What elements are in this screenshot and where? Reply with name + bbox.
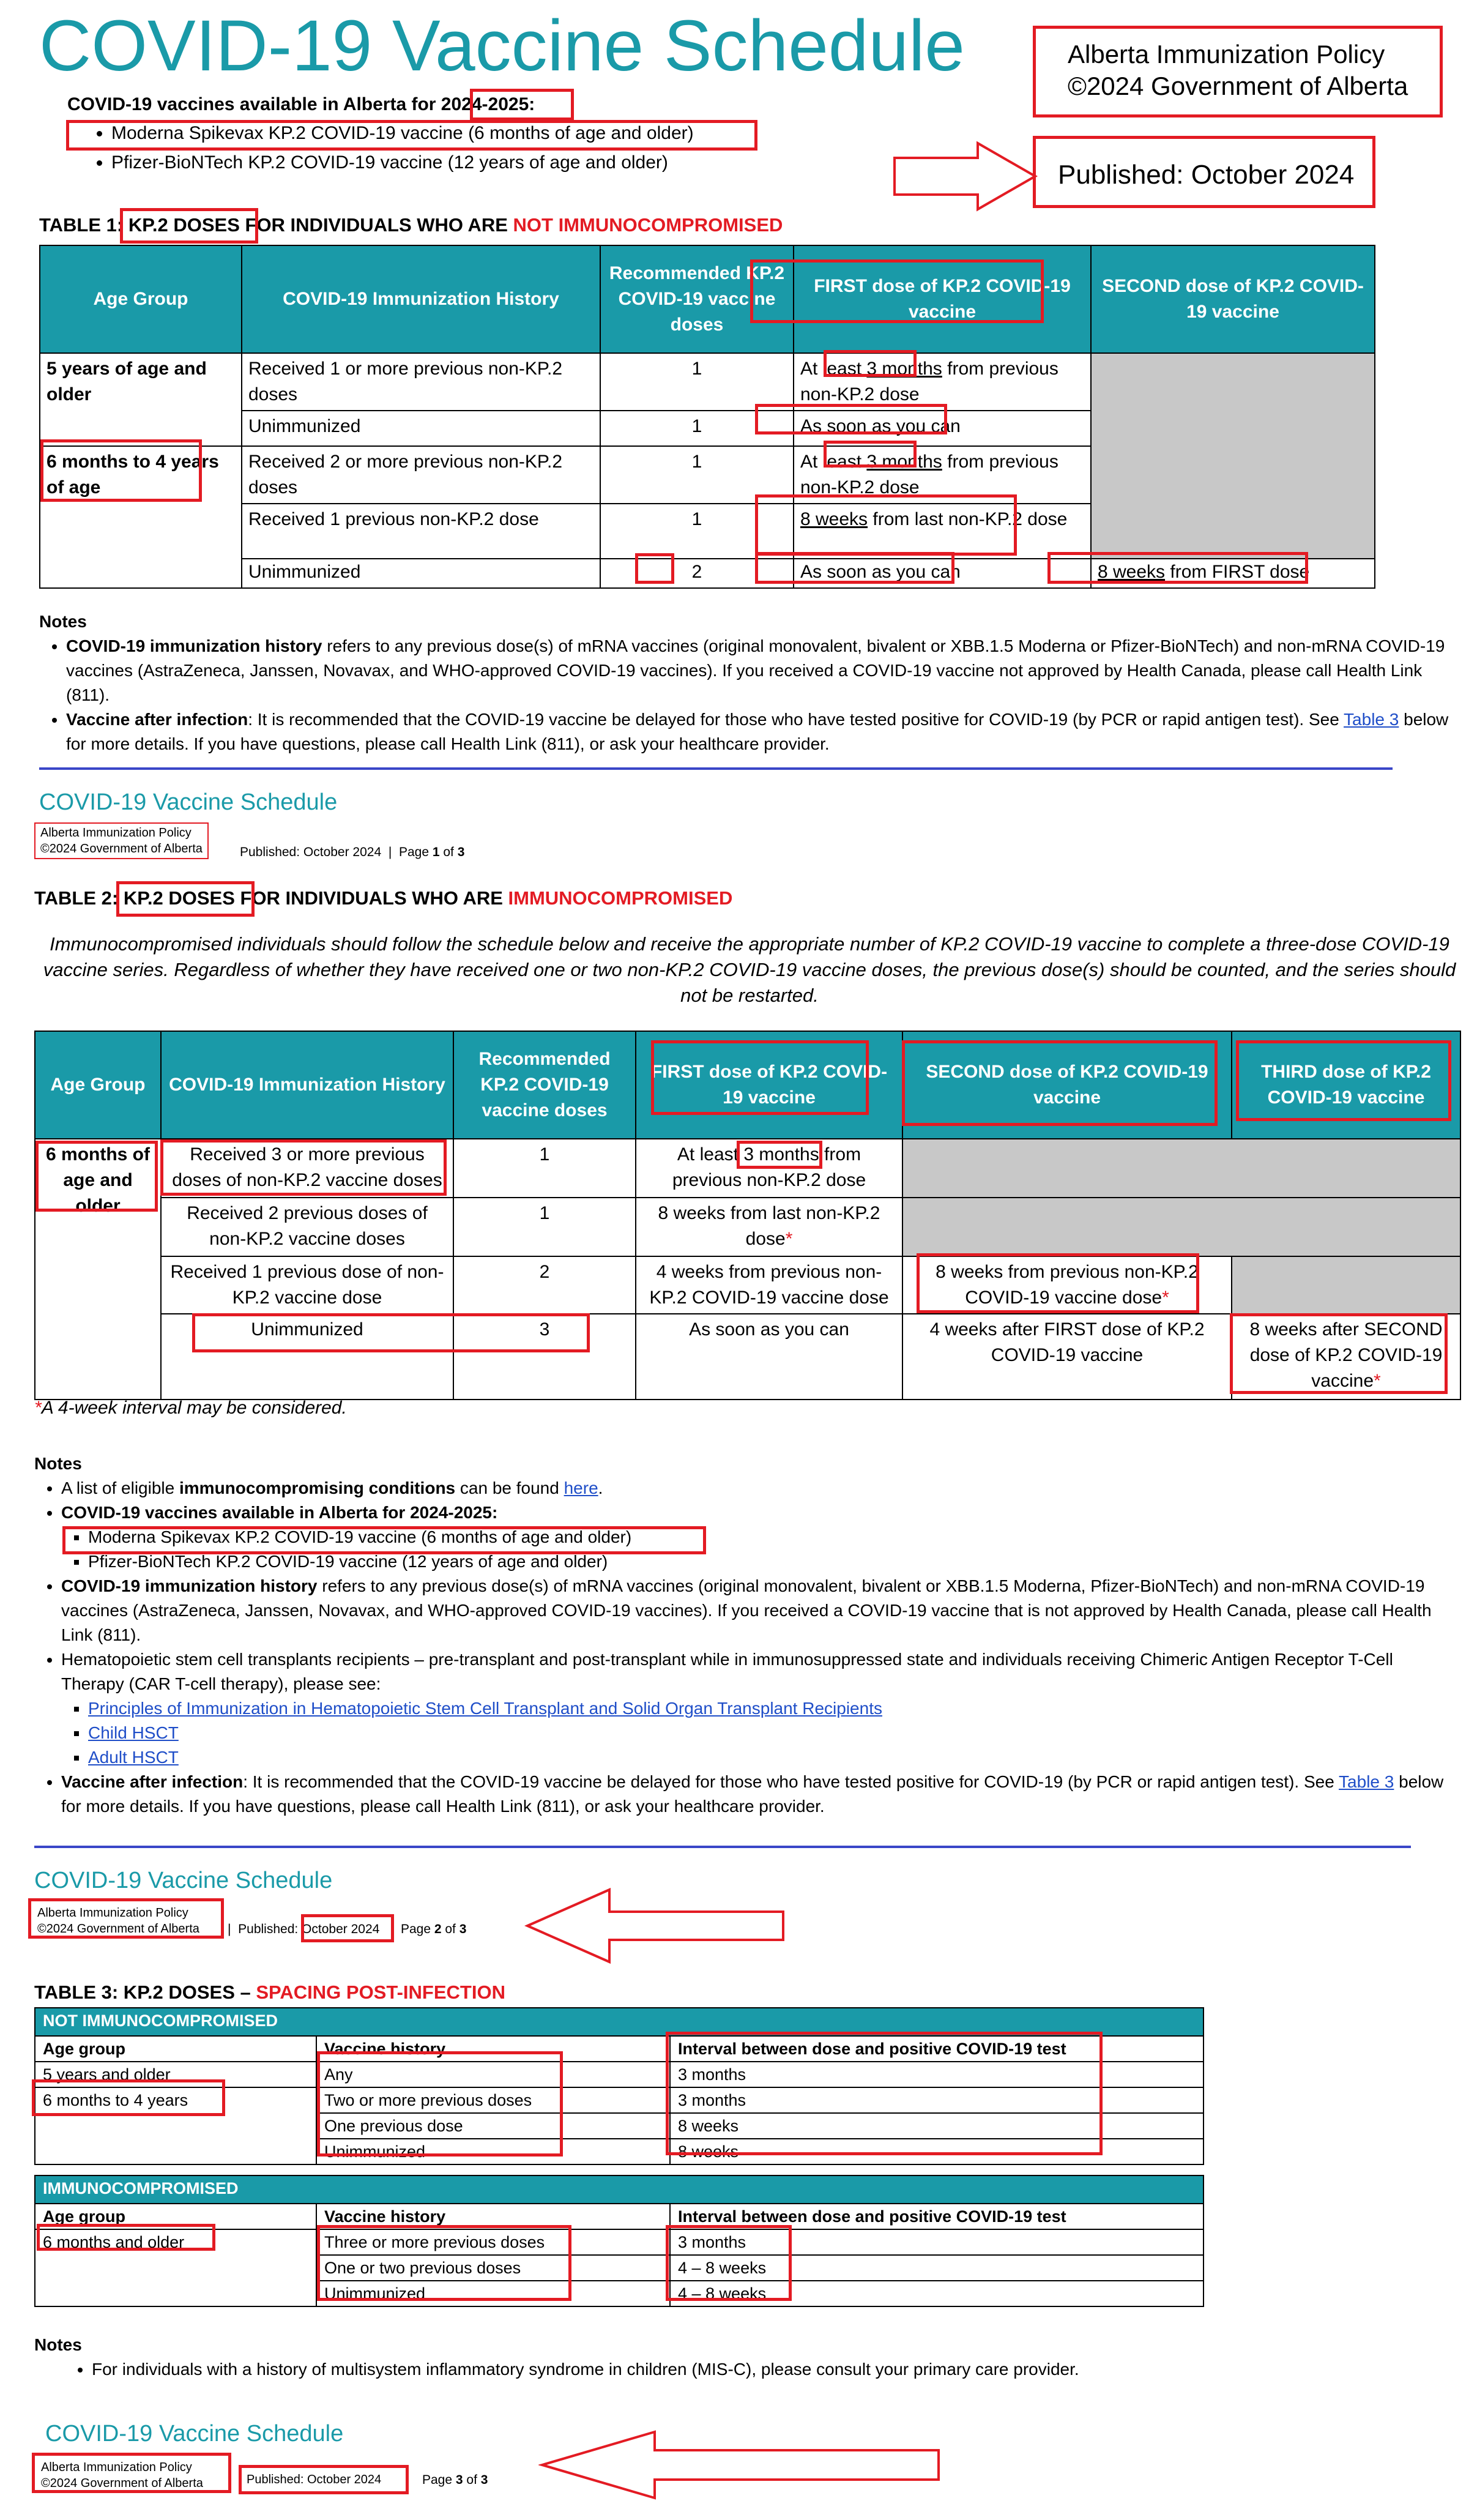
t1-doses: 1 xyxy=(600,446,794,504)
highlight xyxy=(40,439,202,502)
t3-history: Any xyxy=(316,2062,670,2087)
t1-second: 8 weeks from FIRST dose xyxy=(1091,559,1375,588)
note-available: • COVID-19 vaccines available in Alberta for 2024-2025: ▪ Moderna Spikevax KP.2 COVID-19 vaccine (6 months of age and older) ▪ Pfizer-BioNTech KP.2 COVID-19 vaccine (12 years of age and older) xyxy=(61,1500,1460,1574)
t3-col-age: Age group xyxy=(35,2204,316,2229)
t1-age-5plus: 5 years of age and older xyxy=(40,353,242,446)
notes-title: Notes xyxy=(39,612,87,631)
t2-header-doses: Recommended KP.2 COVID-19 vaccine doses xyxy=(453,1031,636,1139)
table-row: Received 3 or more previous doses of non-KP.2 vaccine doses xyxy=(161,1139,453,1198)
note-mis-c: • For individuals with a history of multisystem inflammatory syndrome in children (MIS-C), please consult your primary care provider. xyxy=(92,2357,1460,2382)
highlight xyxy=(737,1141,822,1169)
t1-header-doses: Recommended KP.2 COVID-19 vaccine doses xyxy=(600,245,794,353)
t2-header-third: THIRD dose of KP.2 COVID-19 vaccine xyxy=(1232,1031,1460,1139)
t1-first: As soon as you can xyxy=(794,559,1091,588)
table1-key-highlight xyxy=(120,208,258,244)
highlight xyxy=(666,2032,1103,2155)
vaccine-pfizer: ▪ Pfizer-BioNTech KP.2 COVID-19 vaccine (12 years of age and older) xyxy=(88,1549,1460,1574)
footer-page-info: | Published: October 2024 | Page 2 of 3 xyxy=(228,1922,467,1936)
conditions-link[interactable]: here xyxy=(564,1478,598,1497)
t3-interval: 3 months xyxy=(670,2062,1204,2087)
notes-title: Notes xyxy=(34,1454,82,1473)
t2-doses: 1 xyxy=(453,1198,636,1256)
highlight xyxy=(1236,1040,1451,1121)
t2-header-age: Age Group xyxy=(35,1031,161,1139)
table-row xyxy=(35,2255,316,2281)
vaccine-moderna: ▪ Moderna Spikevax KP.2 COVID-19 vaccine (6 months of age and older) xyxy=(88,1525,1460,1549)
highlight xyxy=(32,2079,225,2116)
t1-first: 8 weeks from last non-KP.2 dose xyxy=(794,504,1091,559)
footer-policy: Alberta Immunization Policy xyxy=(40,826,192,840)
t3-history: Two or more previous doses xyxy=(316,2087,670,2113)
table2-footnote: *A 4-week interval may be considered. xyxy=(34,1398,347,1418)
t1-first: At least 3 months from previous non-KP.2 dose xyxy=(794,446,1091,504)
t1-age-6m-4y: 6 months to 4 years of age xyxy=(40,446,242,588)
footer-copyright: ©2024 Government of Alberta xyxy=(37,1922,199,1936)
vaccines-available-heading: COVID-19 vaccines available in Alberta for 2024-2025: xyxy=(67,94,535,114)
table3-link[interactable]: Table 3 xyxy=(1339,1772,1394,1791)
highlight xyxy=(755,552,954,584)
table-row: Received 2 or more previous non-KP.2 doses xyxy=(242,446,600,504)
page-title: COVID-19 Vaccine Schedule xyxy=(39,6,965,86)
highlight xyxy=(755,494,1017,556)
t3-history: Unimmunized xyxy=(316,2281,670,2306)
footer-title: COVID-19 Vaccine Schedule xyxy=(34,1868,333,1893)
table-row xyxy=(35,2113,316,2139)
table-row: Unimmunized xyxy=(161,1314,453,1400)
table-row: 5 years and older xyxy=(35,2062,316,2087)
table-row xyxy=(35,2281,316,2306)
published-box xyxy=(1033,136,1375,208)
arrow-right-icon xyxy=(892,140,1039,213)
t3-history: Unimmunized xyxy=(316,2139,670,2164)
footer-copyright: ©2024 Government of Alberta xyxy=(40,842,203,856)
t2-empty xyxy=(1232,1256,1460,1314)
highlight xyxy=(317,2225,571,2301)
policy-name: Alberta Immunization Policy xyxy=(1068,40,1385,69)
t3-col-history: Vaccine history xyxy=(316,2204,670,2229)
table2-caption: TABLE 2: KP.2 DOSES FOR INDIVIDUALS WHO ARE IMMUNOCOMPROMISED xyxy=(34,887,733,909)
t2-header-first: FIRST dose of KP.2 COVID-19 vaccine xyxy=(636,1031,902,1139)
note-hsct: • Hematopoietic stem cell transplants recipients – pre-transplant and post-transplant while in immunosuppressed state and individuals receiving Chimeric Antigen Receptor T-Cell Therapy (CAR T-cell therapy), please see: ▪ Principles of Immunization in Hematopoietic Stem Cell Transplant and Solid Organ Transplant Recipients ▪ Child HSCT ▪ Adult HSCT xyxy=(61,1647,1460,1770)
t2-empty xyxy=(902,1198,1460,1256)
table-row xyxy=(35,2139,316,2164)
adult-hsct-link[interactable]: Adult HSCT xyxy=(88,1748,179,1767)
notes-title: Notes xyxy=(34,2335,82,2354)
t3-band-not-ic: NOT IMMUNOCOMPROMISED xyxy=(35,2008,1204,2036)
page-divider xyxy=(39,767,1393,770)
table-row: 6 months to 4 years xyxy=(35,2087,316,2113)
footer-title: COVID-19 Vaccine Schedule xyxy=(45,2421,344,2447)
highlight xyxy=(917,1253,1199,1313)
highlight xyxy=(824,441,917,468)
t3-interval: 3 months xyxy=(670,2229,1204,2255)
t1-first: At least 3 months from previous non-KP.2 dose xyxy=(794,353,1091,411)
note-history: • COVID-19 immunization history refers to any previous dose(s) of mRNA vaccines (original monovalent, bivalent or XBB.1.5 Moderna, Pfizer-BioNTech) and non-mRNA COVID-19 vaccines (AstraZeneca, Janssen, Novavax, and WHO-approved COVID-19 vaccines). If you received a COVID-19 vaccine that is not approved by Health Canada, please call Health Link (811). xyxy=(61,1574,1460,1647)
table2-key-highlight xyxy=(116,881,255,917)
t1-header-history: COVID-19 Immunization History xyxy=(242,245,600,353)
t2-doses: 3 xyxy=(453,1314,636,1400)
t1-header-first: FIRST dose of KP.2 COVID-19 vaccine xyxy=(794,245,1091,353)
t1-header-second: SECOND dose of KP.2 COVID-19 vaccine xyxy=(1091,245,1375,353)
principles-link[interactable]: Principles of Immunization in Hematopoietic Stem Cell Transplant and Solid Organ Transplant Recipients xyxy=(88,1699,882,1718)
t2-first: 4 weeks from previous non-KP.2 COVID-19 vaccine dose xyxy=(636,1256,902,1314)
t2-first: At least 3 months from previous non-KP.2 dose xyxy=(636,1139,902,1198)
table1-caption: TABLE 1: KP.2 DOSES FOR INDIVIDUALS WHO ARE NOT IMMUNOCOMPROMISED xyxy=(39,214,783,236)
footer-policy: Alberta Immunization Policy xyxy=(37,1906,188,1920)
note-after-infection: • Vaccine after infection: It is recommended that the COVID-19 vaccine be delayed for those who have tested positive for COVID-19 (by PCR or rapid antigen test). See Table 3 below for more details. If you have questions, please call Health Link (811), or ask your healthcare provider. xyxy=(61,1770,1460,1819)
highlight xyxy=(37,2224,215,2251)
highlight xyxy=(301,1914,394,1942)
footer-policy-box xyxy=(34,822,209,859)
t3-interval: 4 – 8 weeks xyxy=(670,2281,1204,2306)
t1-second-empty xyxy=(1091,353,1375,559)
footer-page-info: Published: October 2024 | Page 1 of 3 xyxy=(240,845,465,859)
footer-published: Published: October 2024 xyxy=(247,2473,382,2486)
policy-header-box xyxy=(1033,26,1443,117)
t2-second: 4 weeks after FIRST dose of KP.2 COVID-19 vaccine xyxy=(902,1314,1232,1400)
t1-doses: 1 xyxy=(600,353,794,411)
vaccine-moderna: • Moderna Spikevax KP.2 COVID-19 vaccine (6 months of age and older) xyxy=(111,119,694,148)
highlight xyxy=(1230,1313,1448,1394)
t3-interval: 4 – 8 weeks xyxy=(670,2255,1204,2281)
table-row: Received 1 previous non-KP.2 dose xyxy=(242,504,600,559)
t1-doses: 2 xyxy=(600,559,794,588)
highlight xyxy=(317,2051,563,2157)
t2-second: 8 weeks from previous non-KP.2 COVID-19 vaccine dose* xyxy=(902,1256,1232,1314)
t1-doses: 1 xyxy=(600,411,794,446)
season-highlight xyxy=(470,89,574,121)
arrow-left-icon xyxy=(524,1886,787,1966)
t1-first: As soon as you can xyxy=(794,411,1091,446)
moderna-highlight xyxy=(66,120,757,151)
t3-spacer xyxy=(35,2164,1204,2175)
highlight xyxy=(824,350,917,377)
t2-third: 8 weeks after SECOND dose of KP.2 COVID-19 vaccine* xyxy=(1232,1314,1460,1400)
highlight xyxy=(666,2225,792,2301)
vaccine-pfizer: • Pfizer-BioNTech KP.2 COVID-19 vaccine (12 years of age and older) xyxy=(111,148,694,177)
highlight xyxy=(35,1141,158,1212)
highlight xyxy=(1047,552,1308,584)
t3-history: Three or more previous doses xyxy=(316,2229,670,2255)
t2-first: As soon as you can xyxy=(636,1314,902,1400)
t2-age: 6 months of age and older xyxy=(35,1139,161,1400)
table-row: Unimmunized xyxy=(242,559,600,588)
t2-first: 8 weeks from last non-KP.2 dose* xyxy=(636,1198,902,1256)
table3-caption: TABLE 3: KP.2 DOSES – SPACING POST-INFECTION xyxy=(34,1981,505,2003)
highlight xyxy=(62,1526,706,1554)
t3-interval: 3 months xyxy=(670,2087,1204,2113)
notes1 xyxy=(39,609,1465,756)
highlight xyxy=(750,259,1044,323)
t3-col-interval: Interval between dose and positive COVID-19 test xyxy=(670,2036,1204,2062)
highlight xyxy=(192,1313,590,1352)
t3-col-interval: Interval between dose and positive COVID-19 test xyxy=(670,2204,1204,2229)
footer-title: COVID-19 Vaccine Schedule xyxy=(39,789,338,815)
highlight xyxy=(635,553,674,584)
t3-band-ic: IMMUNOCOMPROMISED xyxy=(35,2175,1204,2204)
copyright: ©2024 Government of Alberta xyxy=(1068,72,1408,100)
page-divider xyxy=(34,1846,1411,1848)
note-conditions: • A list of eligible immunocompromising conditions can be found here. xyxy=(61,1476,1460,1500)
note-history: • COVID-19 immunization history refers to any previous dose(s) of mRNA vaccines (original monovalent, bivalent or XBB.1.5 Moderna or Pfizer-BioNTech) and non-mRNA COVID-19 vaccines (AstraZeneca, Janssen, Novavax, and WHO-approved COVID-19 vaccines). If you received a COVID-19 vaccine not approved by Health Canada, please call Health Link (811). xyxy=(66,634,1465,707)
t2-empty xyxy=(902,1139,1460,1198)
t3-history: One or two previous doses xyxy=(316,2255,670,2281)
footer-published-box xyxy=(239,2465,409,2494)
footer-page-info: Page 3 of 3 xyxy=(422,2473,488,2487)
t3-interval: 8 weeks xyxy=(670,2139,1204,2164)
table-row: Received 1 or more previous non-KP.2 doses xyxy=(242,353,600,411)
table-row: Received 2 previous doses of non-KP.2 vaccine doses xyxy=(161,1198,453,1256)
t2-header-second: SECOND dose of KP.2 COVID-19 vaccine xyxy=(902,1031,1232,1139)
child-hsct-link[interactable]: Child HSCT xyxy=(88,1723,179,1742)
t3-interval: 8 weeks xyxy=(670,2113,1204,2139)
note-after-infection: • Vaccine after infection: It is recommended that the COVID-19 vaccine be delayed for those who have tested positive for COVID-19 (by PCR or rapid antigen test). See Table 3 below for more details. If you have questions, please call Health Link (811), or ask your healthcare provider. xyxy=(66,707,1465,756)
table-row: Received 1 previous dose of non-KP.2 vaccine dose xyxy=(161,1256,453,1314)
table-row: Unimmunized xyxy=(242,411,600,446)
t2-doses: 1 xyxy=(453,1139,636,1198)
t2-header-history: COVID-19 Immunization History xyxy=(161,1031,453,1139)
footer-policy-box xyxy=(28,1898,224,1939)
season-year: 2024-2025: xyxy=(441,94,535,114)
t1-doses: 1 xyxy=(600,504,794,559)
t1-header-age: Age Group xyxy=(40,245,242,353)
table2-intro: Immunocompromised individuals should follow the schedule below and receive the appropriate number of KP.2 COVID-19 vaccine to complete a three-dose COVID-19 vaccine series. Regardless of whether they have received one or two non-KP.2 COVID-19 vaccine doses, the previous dose(s) should be counted, and the series should not be restarted. xyxy=(43,933,1456,1006)
t3-col-history: Vaccine history xyxy=(316,2036,670,2062)
t3-history: One previous dose xyxy=(316,2113,670,2139)
table1 xyxy=(39,245,1375,589)
footer-copyright: ©2024 Government of Alberta xyxy=(41,2477,203,2490)
t2-doses: 2 xyxy=(453,1256,636,1314)
t3-col-age: Age group xyxy=(35,2036,316,2062)
published-date: Published: October 2024 xyxy=(1058,160,1355,190)
arrow-left-icon xyxy=(538,2428,942,2502)
highlight xyxy=(902,1040,1218,1126)
highlight xyxy=(160,1139,447,1196)
notes2 xyxy=(34,1452,1460,1819)
table-row: 6 months and older xyxy=(35,2229,316,2255)
footer-policy-box xyxy=(32,2453,231,2493)
notes3 xyxy=(34,2333,1460,2382)
highlight xyxy=(755,404,947,434)
footer-policy: Alberta Immunization Policy xyxy=(41,2461,192,2474)
highlight xyxy=(651,1040,869,1115)
table3-link[interactable]: Table 3 xyxy=(1344,710,1399,729)
